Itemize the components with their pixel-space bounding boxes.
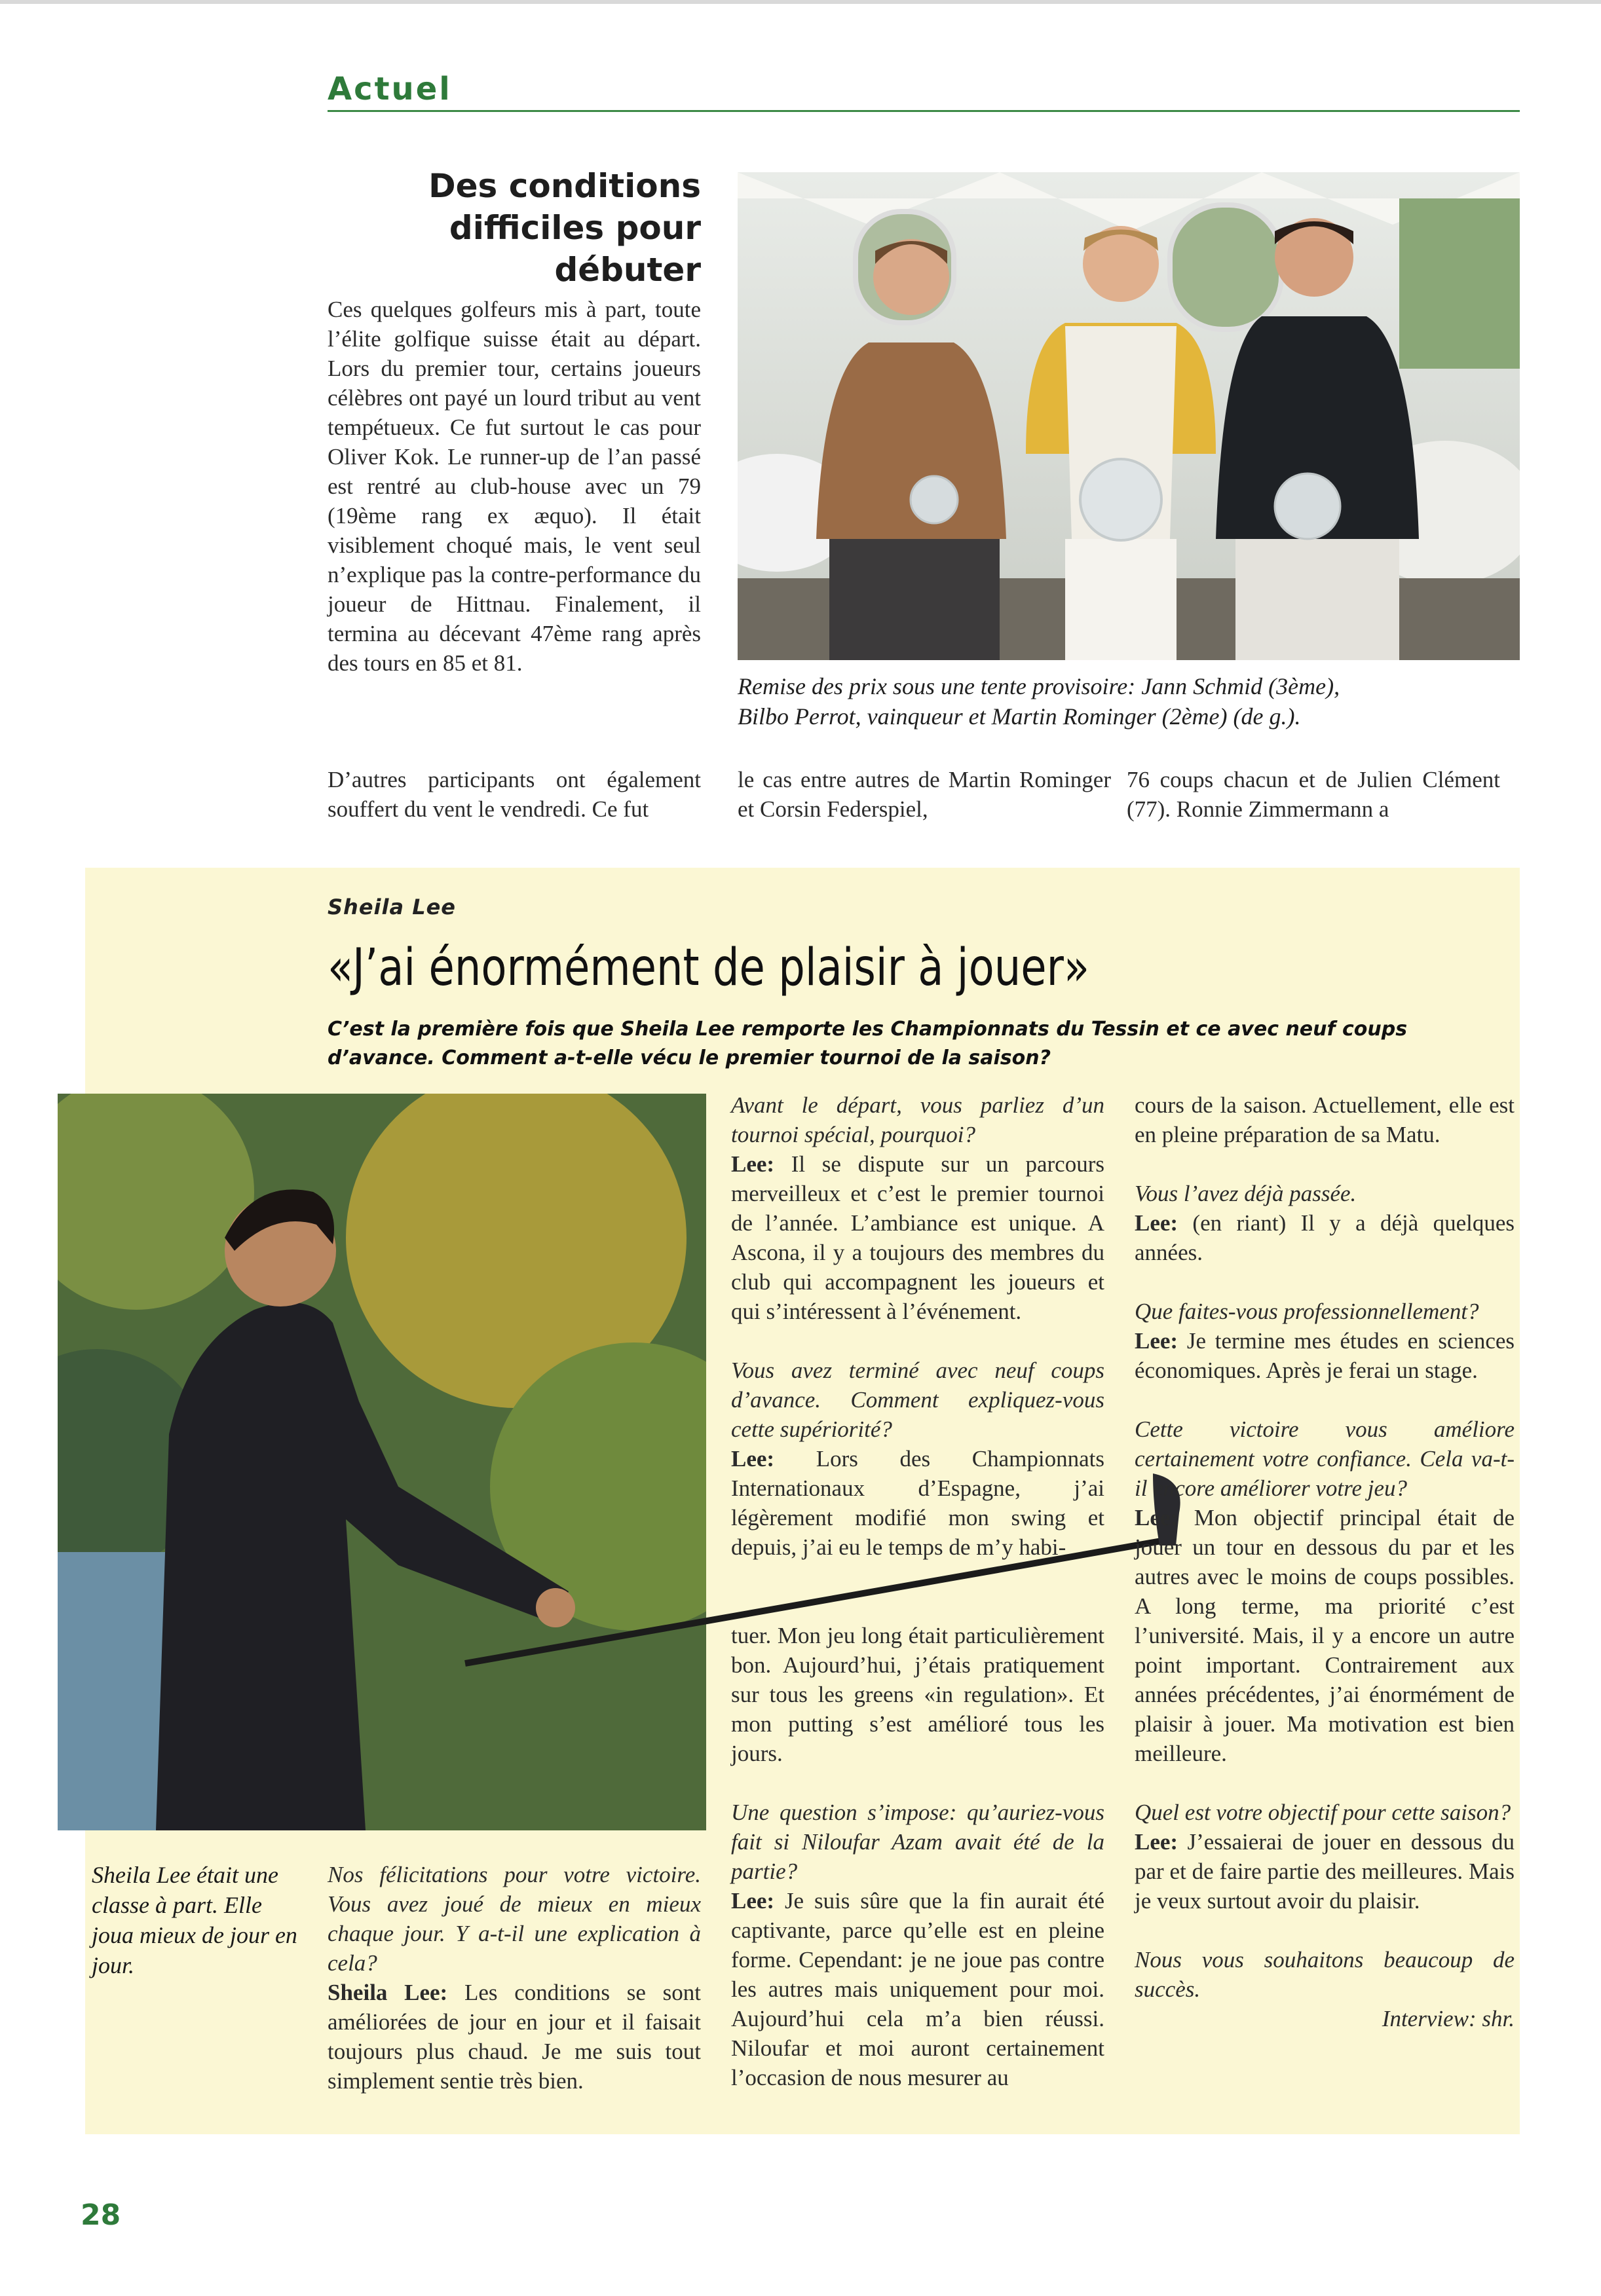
- award-ceremony-illustration: [738, 172, 1520, 660]
- answer-body: Je suis sûre que la fin aurait été captivante, parce qu’elle est en pleine forme. Cependant: je ne joue pas contre les autres mais uniquement pour moi. Aujourd’hui cela m’a bien réussi. Niloufar et moi auront certainement l’occasion de nous mesurer au: [731, 1888, 1104, 2090]
- interview-headline: «J’ai énormément de plaisir à jouer»: [328, 938, 1090, 997]
- answer-body: Mon objectif principal était de jouer un tour en dessous du par et les autres avec le moins de coups possibles. A long terme, ma priorité c’est l’université. Mais, il y a encore un autre point important. Contrairement aux années précédentes, j’ai énormément de plaisir à jouer. Ma motivation est bien meilleure.: [1135, 1505, 1515, 1766]
- article1-headline-line2: difficiles pour débuter: [449, 209, 701, 289]
- question-text: Vous l’avez déjà passée.: [1135, 1181, 1357, 1206]
- section-rule: [328, 110, 1520, 112]
- answer-speaker: Lee:: [1135, 1829, 1178, 1855]
- answer-speaker: Lee:: [731, 1151, 775, 1177]
- article1-headline-line1: Des conditions: [428, 167, 701, 205]
- interview-kicker: Sheila Lee: [328, 895, 456, 919]
- answer-body: J’essaierai de jouer en dessous du par et de faire partie des meilleures. Mais je veux surtout avoir du plaisir.: [1135, 1829, 1515, 1914]
- closing-text: Nous vous souhaitons beaucoup de succès.: [1135, 1947, 1515, 2002]
- answer-text: [328, 1978, 701, 2096]
- question-text: Quel est votre objectif pour cette saison?: [1135, 1800, 1511, 1825]
- section-title: Actuel: [328, 71, 452, 107]
- interview-column-2: [731, 1090, 1104, 2092]
- article1-paragraph: Ces quelques golfeurs mis à part, toute l’élite golfique suisse était au départ. Lors du premier tour, certains joueurs célèbres ont payé un lourd tribut au vent tempétueux. Ce fut surtout le cas pour Oliver Kok. Le runner-up de l’an passé est rentré au club-house avec un 79 (19ème rang ex æquo). Il était visiblement choqué mais, le vent seul n’explique pas la contre-performance du joueur de Hittnau. Finalement, il termina au décevant 47ème rang après des tours en 85 et 81.: [328, 297, 701, 676]
- answer-text: [731, 1886, 1104, 2092]
- answer-body: Je termine mes études en sciences économiques. Après je ferai un stage.: [1135, 1328, 1515, 1383]
- answer-speaker: Lee:: [1135, 1505, 1178, 1530]
- golfer-illustration: [58, 1094, 706, 1830]
- interview-column-3: [1135, 1090, 1515, 2033]
- question-text: Avant le départ, vous parliez d’un tournoi spécial, pourquoi?: [731, 1092, 1104, 1147]
- answer-speaker: Lee:: [1135, 1328, 1178, 1354]
- photo1-caption-line2: Bilbo Perrot, vainqueur et Martin Rominger (2ème) (de g.).: [738, 703, 1301, 730]
- photo1-caption: [738, 671, 1520, 731]
- award-ceremony-photo: [738, 172, 1520, 660]
- answer-speaker: Sheila Lee:: [328, 1980, 448, 2005]
- answer-text: [731, 1444, 1104, 1562]
- answer-text: [1135, 1326, 1515, 1385]
- answer-body: Il se dispute sur un parcours merveilleux et c’est le premier tournoi de l’année. L’ambiance est unique. A Ascona, il y a toujours des membres du club qui accompagnent les joueurs et qui s’intéressent à l’événement.: [731, 1151, 1104, 1324]
- answer-text: [1135, 1827, 1515, 1916]
- continuation-col1: D’autres participants ont également souffert du vent le vendredi. Ce fut: [328, 767, 701, 822]
- page-top-border: [0, 0, 1601, 4]
- question-text: Vous avez terminé avec neuf coups d’avance. Comment expliquez-vous cette supériorité?: [731, 1358, 1104, 1442]
- answer-speaker: Lee:: [731, 1446, 775, 1472]
- golfer-photo: [58, 1094, 706, 1830]
- interview-lede: C’est la première fois que Sheila Lee remporte les Championnats du Tessin et ce avec neuf coups d’avance. Comment a-t-elle vécu le premier tournoi de la saison?: [328, 1018, 1408, 1069]
- interview-credit: Interview: shr.: [1382, 2006, 1515, 2031]
- article1-headline: [308, 165, 701, 291]
- answer-text: [731, 1149, 1104, 1326]
- golfer-photo-caption: Sheila Lee était une classe à part. Elle joua mieux de jour en jour.: [92, 1862, 297, 1978]
- page-number: 28: [81, 2198, 121, 2232]
- answer-text: [1135, 1503, 1515, 1768]
- answer-text: [1135, 1208, 1515, 1267]
- question-text: Que faites-vous professionnellement?: [1135, 1299, 1479, 1324]
- answer-continuation: tuer. Mon jeu long était particulièrement bon. Aujourd’hui, j’étais pratiquement sur tous les greens «in regulation». Et mon putting s’est amélioré tous les jours.: [731, 1623, 1104, 1766]
- answer-speaker: Lee:: [731, 1888, 775, 1914]
- question-text: Une question s’impose: qu’auriez-vous fait si Niloufar Azam avait été de la partie?: [731, 1800, 1104, 1884]
- answer-body: (en riant) Il y a déjà quelques années.: [1135, 1210, 1515, 1265]
- answer-continuation: cours de la saison. Actuellement, elle est en pleine préparation de sa Matu.: [1135, 1092, 1515, 1147]
- question-text: Cette victoire vous améliore certainement votre confiance. Cela va-t-il encore améliorer votre jeu?: [1135, 1416, 1515, 1501]
- continuation-col3: 76 coups chacun et de Julien Clément (77). Ronnie Zimmermann a: [1127, 767, 1500, 822]
- question-text: Nos félicitations pour votre victoire. Vous avez joué de mieux en mieux chaque jour. Y a-t-il une explication à cela?: [328, 1862, 701, 1976]
- interview-column-1: [328, 1860, 701, 2096]
- answer-body: Les conditions se sont améliorées de jour en jour et il faisait toujours plus chaud. Je me suis tout simplement sentie très bien.: [328, 1980, 701, 2094]
- photo1-caption-line1: Remise des prix sous une tente provisoire: Jann Schmid (3ème),: [738, 673, 1340, 699]
- article1-column: [328, 295, 701, 678]
- answer-body: Lors des Championnats Internationaux d’Espagne, j’ai légèrement modifié mon swing et depuis, j’ai eu le temps de m’y habi-: [731, 1446, 1104, 1560]
- answer-speaker: Lee:: [1135, 1210, 1178, 1236]
- continuation-col2: le cas entre autres de Martin Rominger et Corsin Federspiel,: [738, 767, 1111, 822]
